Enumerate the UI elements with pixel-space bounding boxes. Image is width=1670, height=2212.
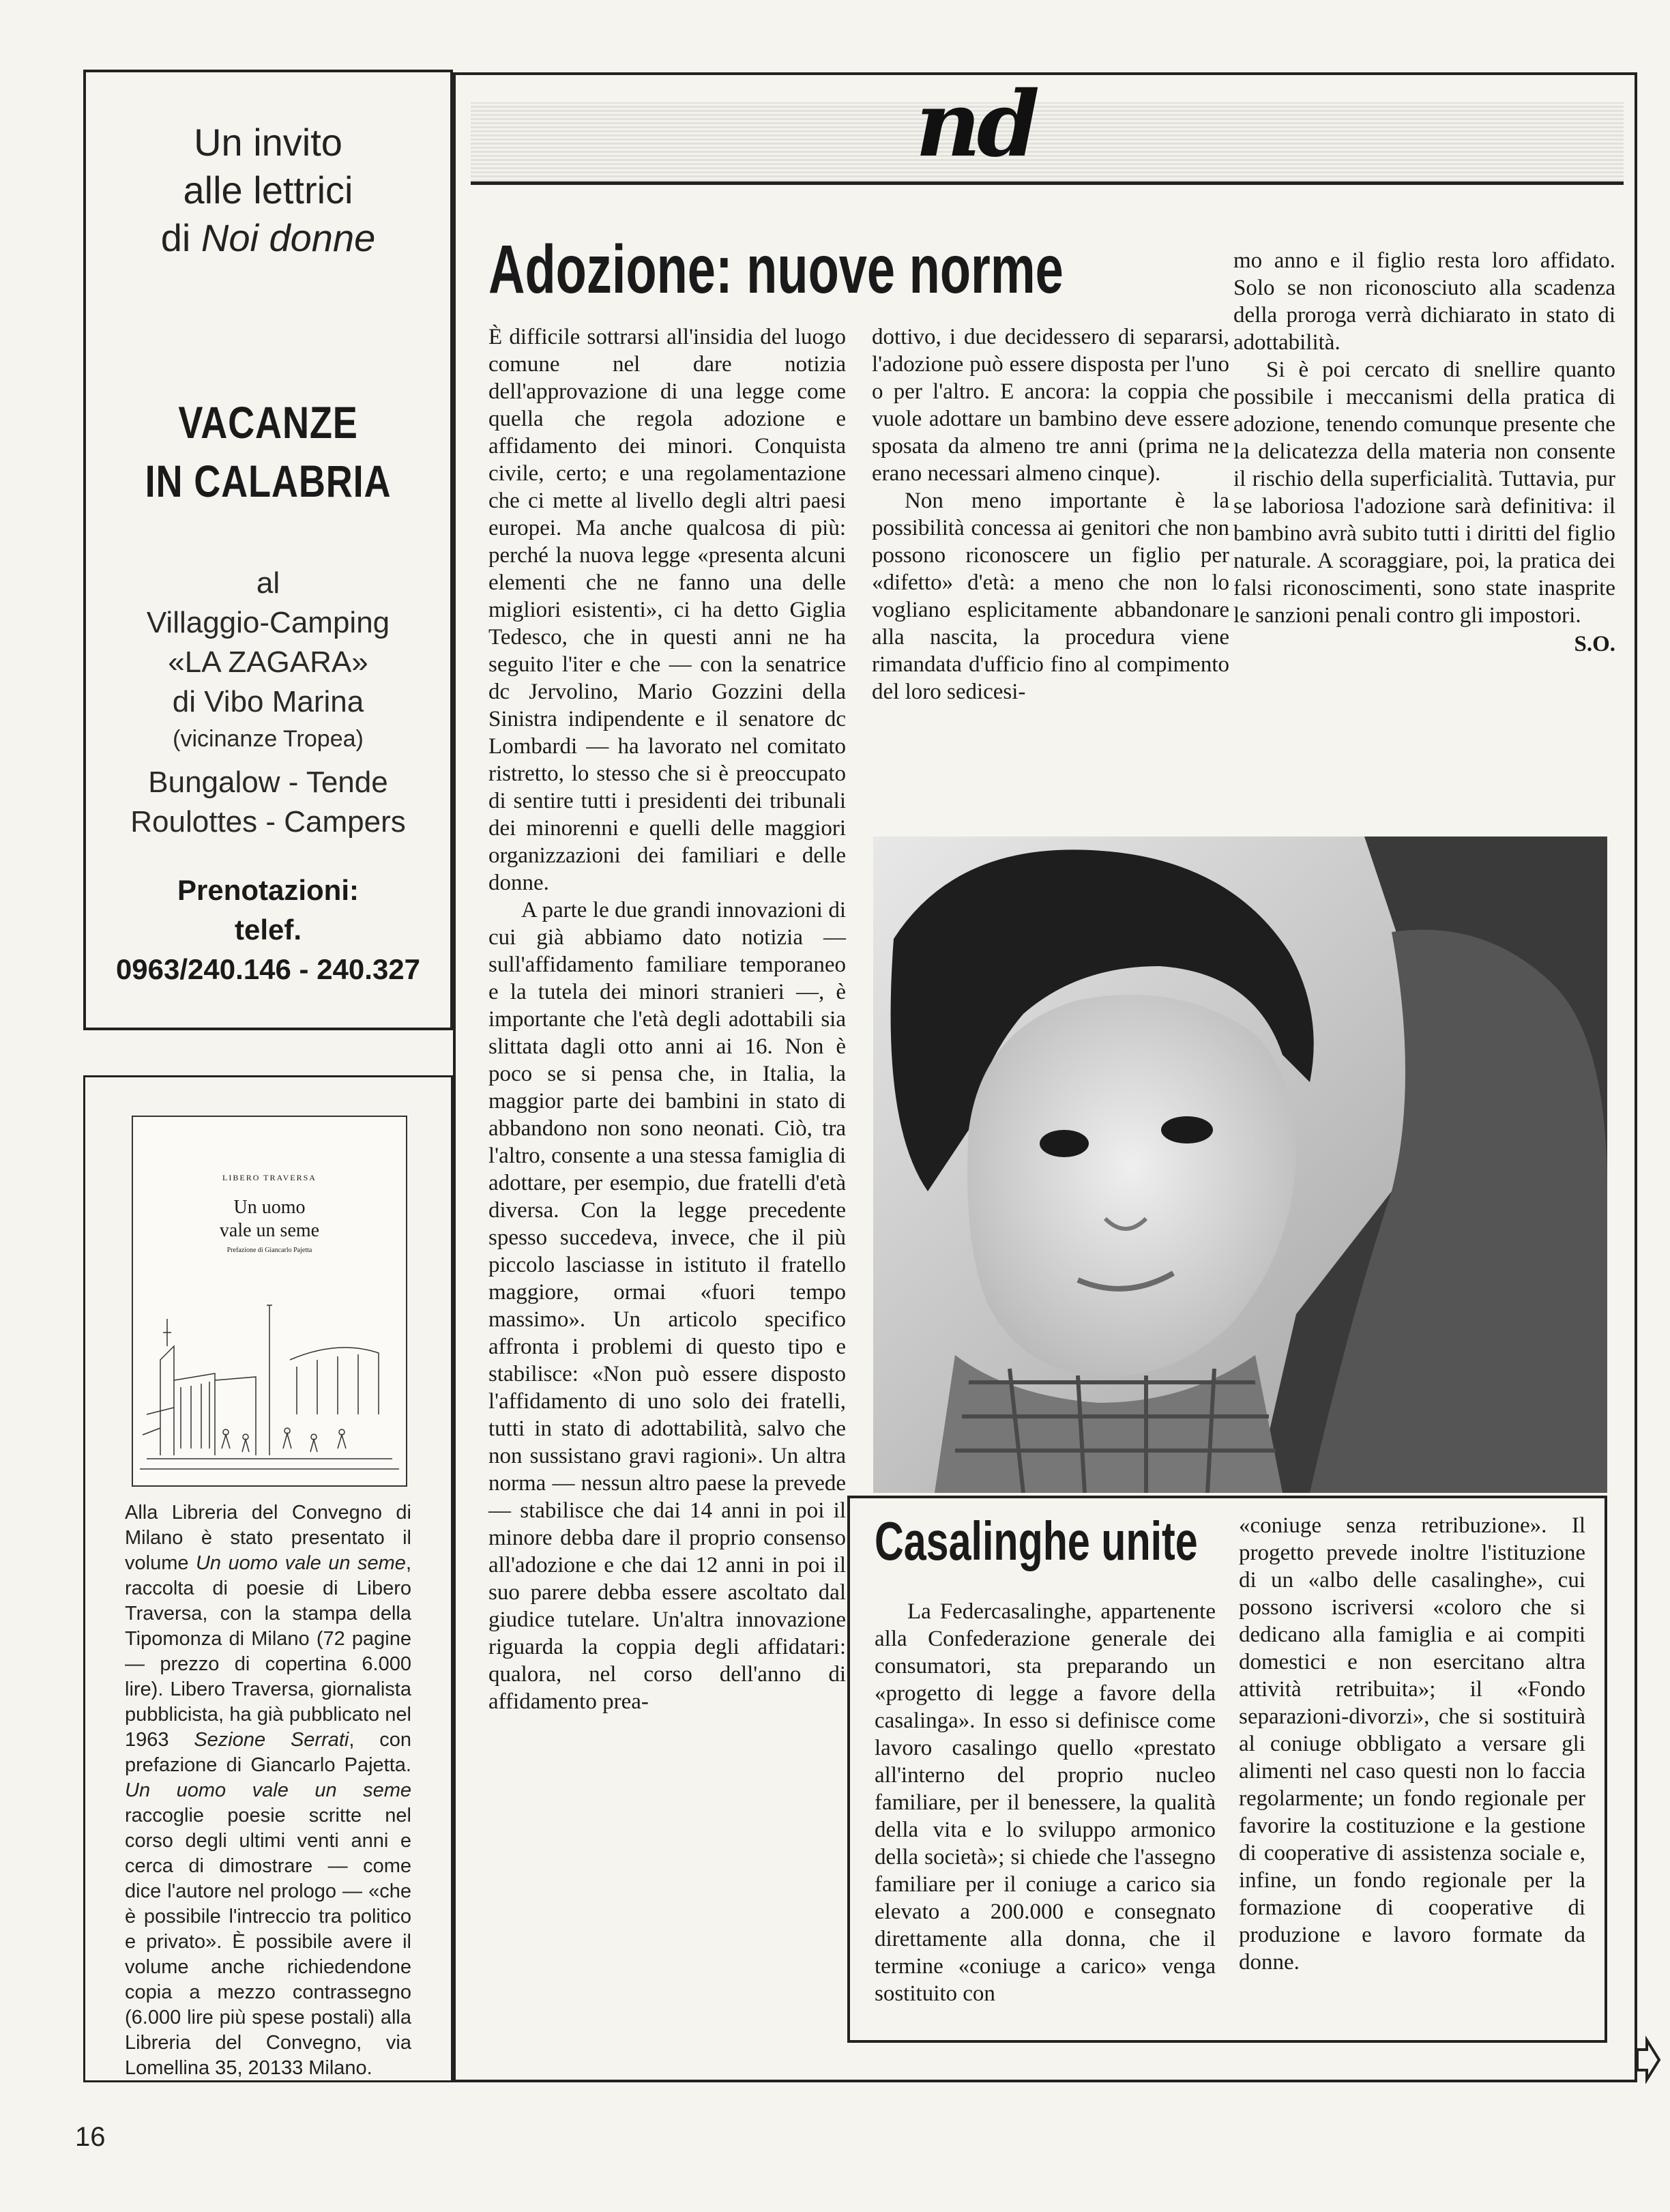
article1-signature: S.O.: [1574, 632, 1615, 656]
book-title-ref-2: Un uomo vale un seme: [125, 1779, 411, 1801]
child-photo: [873, 836, 1607, 1493]
article2-box: [847, 1496, 1607, 2043]
article1-column-2: [872, 323, 1229, 705]
article1-col1-paragraph-1: È difficile sottrarsi all'insidia del luogo comune nel dare notizia dell'approvazione di una legge come quella che regola adozione e affidamento dei minori. Conquista civile, certo; e una regolamentazione che ci mette al livello degli altri paesi europei. Ma anche qualcosa di più: perché la nuova legge «presenta alcuni elementi che ne fanno una delle migliori esistenti», ci ha detto Giglia Tedesco, che in questi anni ne ha seguito l'iter e che — con la senatrice dc Jervolino, Mario Gozzini della Sinistra indipendente e il senatore dc Lombardi — ha lavorato nel comitato ristretto, lo stesso che si è preoccupato di sentire tutti i presidenti dei tribunali dei minorenni e quelli delle maggiori organizzazioni dei familiari e delle donne.: [488, 325, 846, 895]
ad-offer-line-2: Roulottes - Campers: [130, 805, 406, 839]
ad-phone-numbers: 0963/240.146 - 240.327: [115, 953, 421, 985]
article1-title: Adozione: nuove norme: [488, 231, 1064, 308]
book-text-part-3: , con prefazione di Giancarlo Pajetta.: [125, 1729, 411, 1776]
page-number: 16: [75, 2122, 106, 2152]
header-logo: nd: [915, 72, 1036, 177]
article1-column-1: [488, 323, 846, 1715]
ad-location-note: (vicinanze Tropea): [173, 726, 364, 752]
book-cover-author: LIBERO TRAVERSA: [222, 1173, 317, 1182]
ad-location: [86, 564, 450, 756]
ad-offer-line-1: Bungalow - Tende: [148, 766, 388, 799]
article1-column-3: [1233, 247, 1615, 658]
ad-location-line-1: al: [256, 566, 280, 600]
ad-intro-line-1: Un invito: [194, 121, 342, 164]
ad-intro-line-2: alle lettrici: [183, 169, 353, 212]
ad-offer: [86, 763, 450, 842]
article1-col3-paragraph-1: mo anno e il figlio resta loro affidato. Solo se non riconosciuto alla scadenza della proroga verrà dichiarato in stato di adottabilità.: [1233, 248, 1615, 355]
child-photo-image: [873, 836, 1607, 1493]
book-cover-sketch: [133, 1278, 403, 1483]
book-text-part-4: raccoglie poesie scritte nel corso degli ultimi venti anni e cerca di dimostrare — come dice l'autore nel prologo — «che è possibile l'intreccio tra politico e privato». È possibile avere il volume anche richiedendone copia a mezzo contrassegno (6.000 lire più spese postali) alla Libreria del Convegno, via Lomellina 35, 20133 Milano.: [125, 1805, 411, 2079]
article2-col2-paragraph: «coniuge senza retribuzione». Il progetto prevede inoltre l'istituzione di un «albo delle casalinghe», cui possono iscriversi «coloro che si dedicano alla famiglia e ai compiti domestici e non esercitano altra attività retribuita»; il «Fondo separazioni-divorzi», che si sostituirà al coniuge obbligato a versare gli alimenti nel caso questi non lo faccia regolarmente; un fondo regionale per favorire la costituzione e la gestione di cooperative di assistenza sociale e, infine, un fondo regionale per la formazione di cooperative di produzione e lavoro formate da donne.: [1239, 1513, 1585, 1975]
article2-column-2: [1239, 1512, 1585, 1976]
book-box: [83, 1075, 453, 2082]
ad-location-line-3: «LA ZAGARA»: [168, 645, 368, 679]
ad-location-line-4: di Vibo Marina: [172, 685, 364, 718]
book-cover-preface: Prefazione di Giancarlo Pajetta: [226, 1247, 312, 1254]
book-cover: [132, 1116, 407, 1487]
book-previous-title: Sezione Serrati: [194, 1729, 349, 1751]
article1-col2-paragraph-1: dottivo, i due decidessero di separarsi, l'adozione può essere disposta per l'uno o per l'altro. E ancora: la coppia che vuole adottare un bambino deve essere sposata da almeno tre anni (prima ne erano necessari almeno cinque).: [872, 325, 1229, 486]
book-text-part-2: , raccolta di poesie di Libero Traversa, con la stampa della Tipomonza di Milano (72 pagine — prezzo di copertina 6.000 lire). Libero Traversa, giornalista pubblicista, ha già pubblicato nel 1963: [125, 1552, 411, 1751]
article2-column-1: [875, 1598, 1216, 2007]
article2-title: Casalinghe unite: [875, 1511, 1198, 1571]
article1-col1-paragraph-2: A parte le due grandi innovazioni di cui già abbiamo dato notizia — sull'affidamento familiare temporaneo e la tutela dei minori stranieri —, è importante che l'età degli adottabili sia slittata dagli otto anni ai 16. Non è poco se si pensa che, in Italia, la maggior parte dei bambini in stato di abbandono non sono neonati. Ciò, tra l'altro, consente a una stessa famiglia di adottare, per esempio, due fratelli d'età diversa. Con la legge precedente spesso succedeva, invece, che il più piccolo lasciasse in istituto il fratello maggiore, ormai «fuori tempo massimo». Un articolo specifico affronta i problemi di questo tipo e stabilisce: «Non può essere disposto l'affidamento di uno solo dei fratelli, tutti in stato di adottabilità, salvo che non sussistano gravi ragioni». Un altra norma — nessun altro paese la prevede — stabilisce che dai 14 anni in poi il minore debba dare il proprio consenso all'adozione e che dai 12 anni in poi il suo parere debba essere ascoltato dal giudice tutelare. Un'altra innovazione riguarda la coppia degli affidatari: qualora, nel corso dell'anno di affidamento prea-: [488, 898, 846, 1714]
article1-col2-paragraph-2: Non meno importante è la possibilità concessa ai genitori che non possono riconoscere un figlio per «difetto» d'età: a meno che non lo vogliano esplicitamente abbandonare alla nascita, la procedura viene rimandata d'ufficio fino al compimento del loro sedicesi-: [872, 489, 1229, 704]
ad-magazine-name: Noi donne: [201, 216, 376, 259]
ad-contact-line-2: telef.: [234, 914, 302, 946]
article1-col3-paragraph-2: Si è poi cercato di snellire quanto possibile i meccanismi della pratica di adozione, tenendo comunque presente che la delicatezza della materia non consente il rischio della superficialità. Tuttavia, pur se laboriosa l'adozione sarà definitiva: il bambino avrà subito tutti i diritti del figlio naturale. A scoraggiare, poi, la pratica dei falsi riconoscimenti, sono state inasprite le sanzioni penali contro gli impostori.: [1233, 358, 1615, 628]
book-cover-title-line-2: vale un seme: [219, 1220, 320, 1241]
ad-intro: [86, 119, 450, 262]
ad-contact: [86, 871, 450, 989]
ad-headline-line-1: VACANZE: [178, 397, 358, 448]
ad-intro-line-3: [86, 214, 450, 262]
book-title-ref-1: Un uomo vale un seme: [195, 1552, 406, 1574]
book-cover-title-line-1: Un uomo: [233, 1197, 306, 1218]
book-description: [125, 1500, 411, 2081]
ad-intro-prefix: di: [160, 216, 201, 259]
article2-col1-paragraph: La Federcasalinghe, appartenente alla Confederazione generale dei consumatori, sta preparando un «progetto di legge a favore della casalinga». In esso si definisce come lavoro casalingo quello «prestato all'interno del proprio nucleo familiare, per il benessere, la qualità della vita e lo sviluppo armonico della società»; si chiede che l'assegno familiare per il coniuge a carico sia elevato a 200.000 e consegnato direttamente alla donna, che il termine «coniuge a carico» venga sostituito con: [875, 1599, 1216, 2006]
ad-contact-line-1: Prenotazioni:: [177, 874, 359, 906]
book-cover-title: [133, 1196, 406, 1242]
ad-location-line-2: Villaggio-Camping: [146, 606, 390, 639]
ad-headline-line-2: IN CALABRIA: [145, 456, 392, 506]
book-text-part-1: Alla Libreria del Convegno di Milano è stato presentato il volume: [125, 1502, 411, 1574]
ad-box: [83, 70, 453, 1030]
ad-headline: [86, 393, 450, 510]
continue-arrow-icon: [1635, 2036, 1662, 2084]
header-band: [471, 102, 1624, 185]
